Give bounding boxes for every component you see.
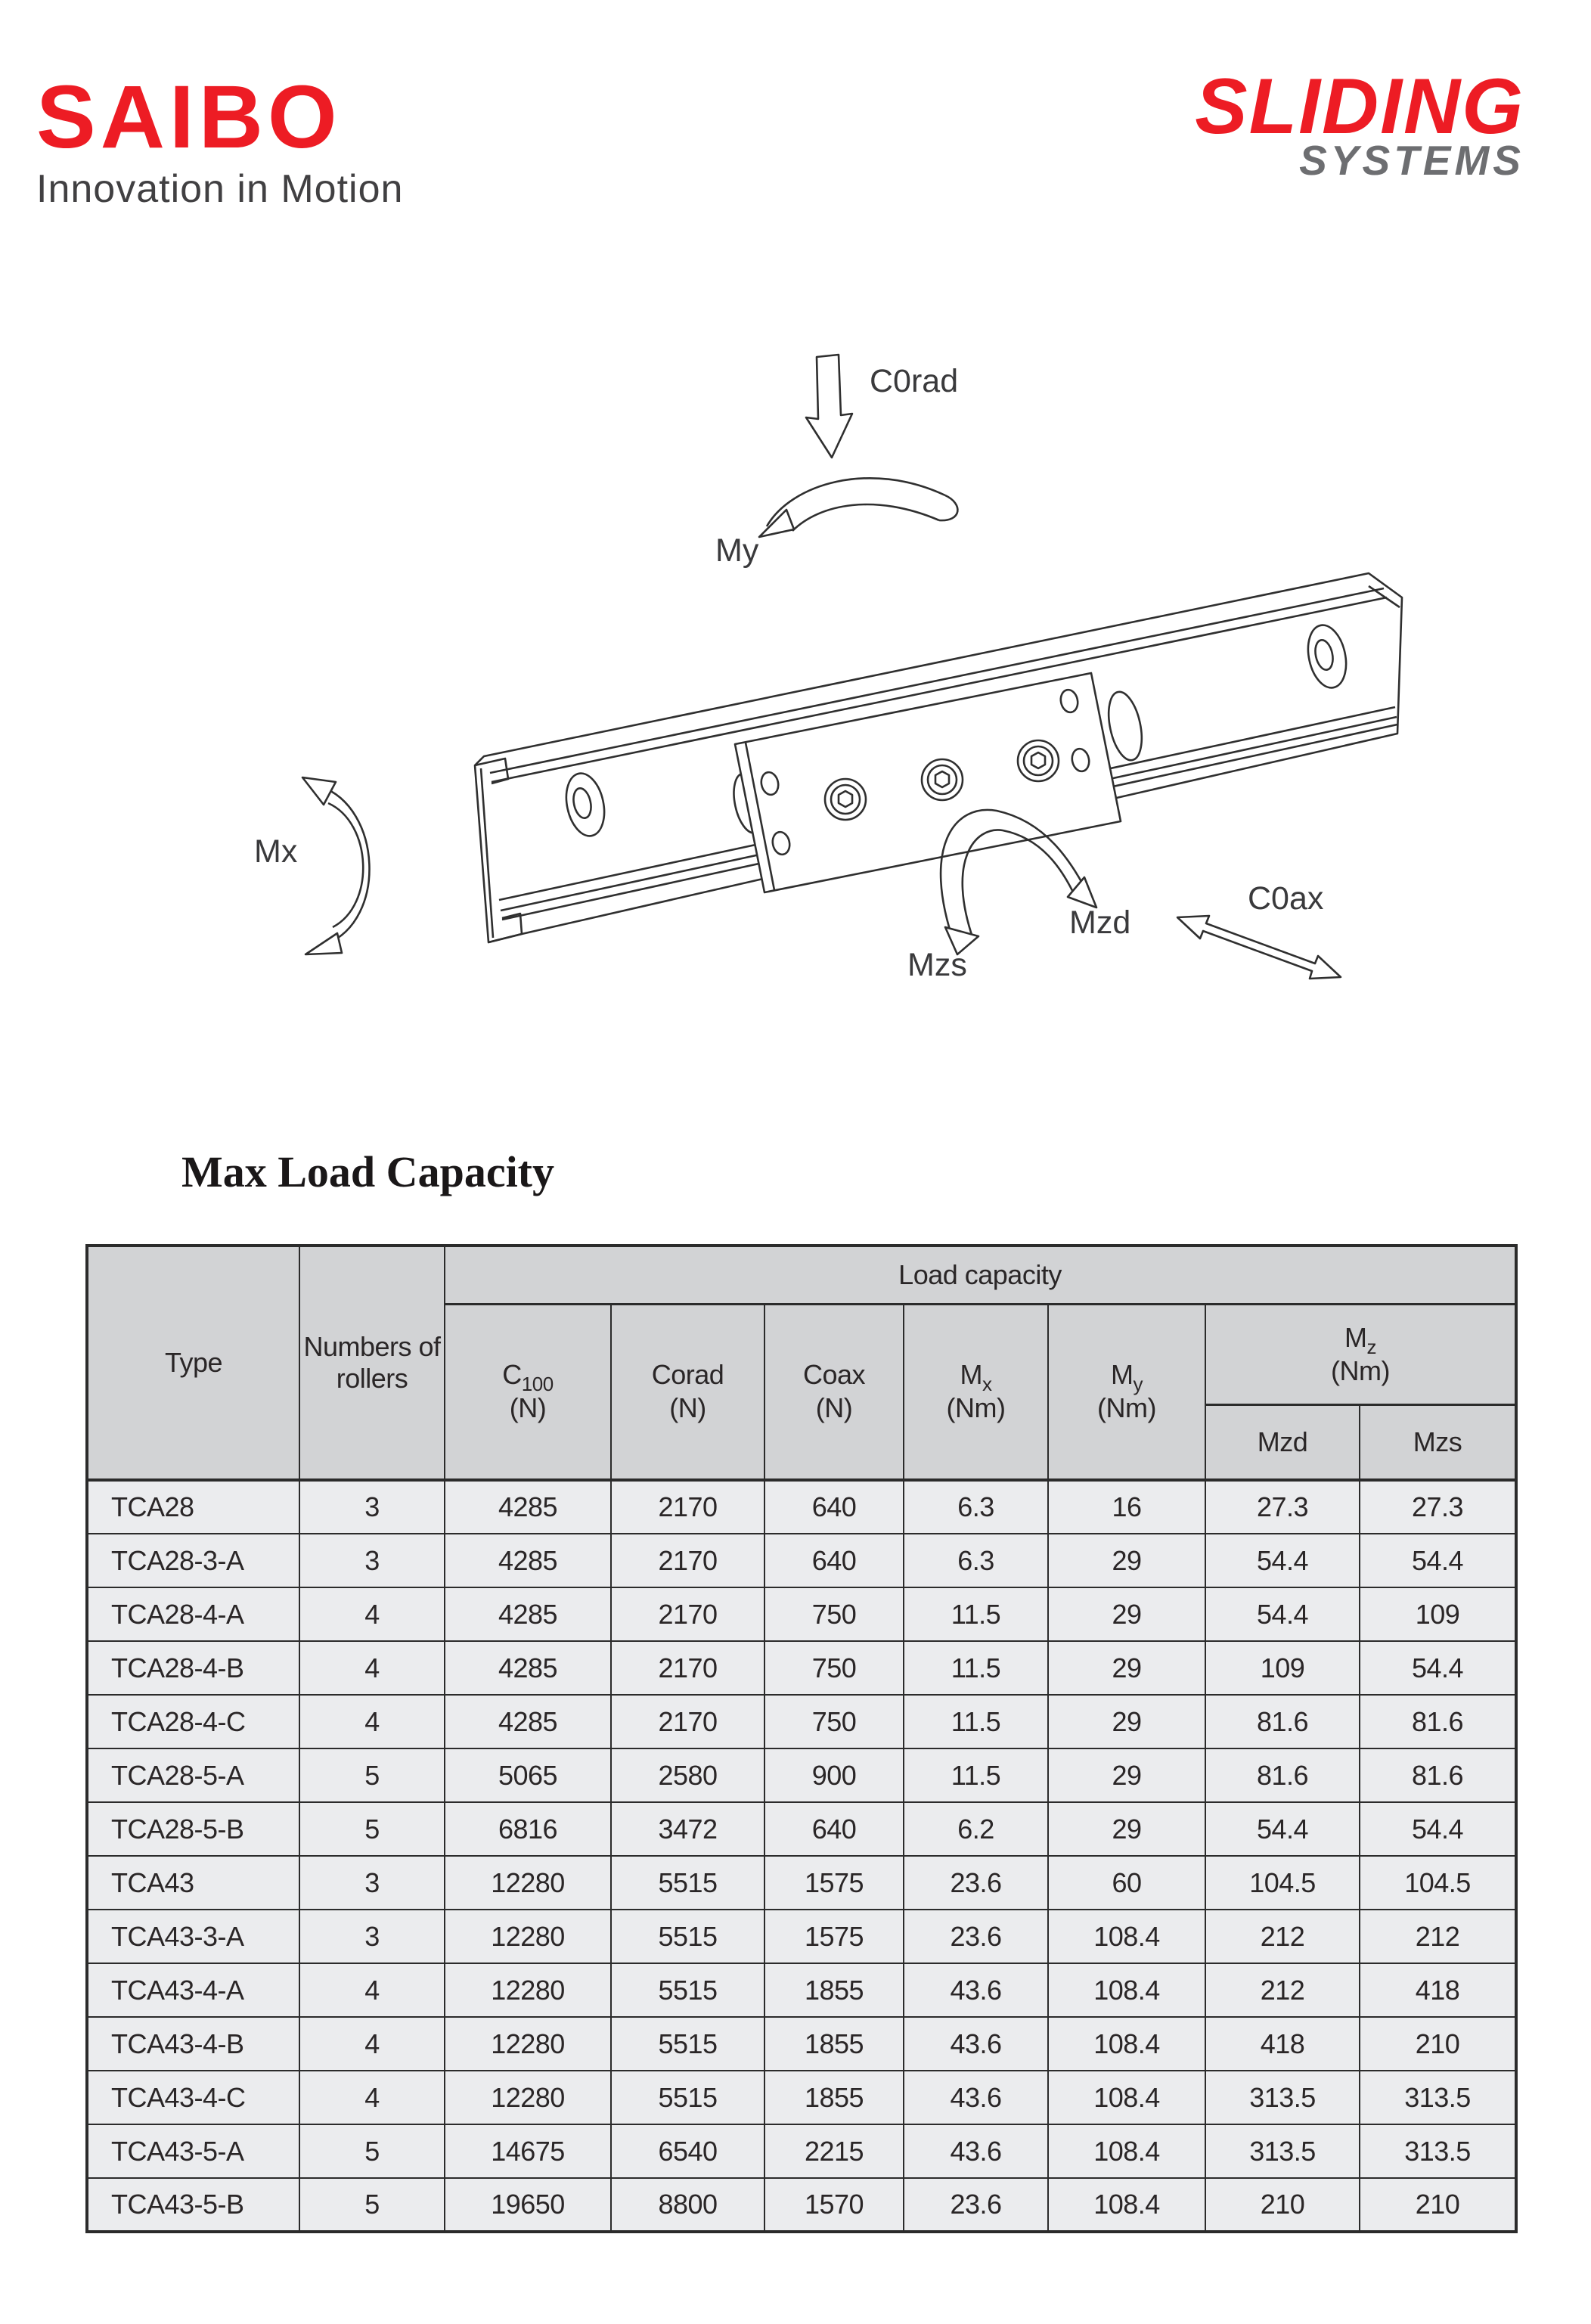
mzd-label: Mzd: [1069, 904, 1131, 941]
value-cell: 19650: [445, 2178, 611, 2232]
value-cell: 5515: [611, 2071, 764, 2124]
value-cell: 8800: [611, 2178, 764, 2232]
value-cell: 5: [299, 1748, 445, 1802]
table-row: [87, 1963, 1516, 2017]
value-cell: 5515: [611, 2017, 764, 2071]
value-cell: 108.4: [1048, 2178, 1205, 2232]
value-cell: 29: [1048, 1748, 1205, 1802]
slide-rail-diagram: [0, 287, 1591, 1112]
value-cell: 1855: [764, 2071, 904, 2124]
value-cell: 640: [764, 1534, 904, 1587]
value-cell: 54.4: [1360, 1534, 1516, 1587]
table-header: [87, 1246, 1516, 1480]
value-cell: 418: [1205, 2017, 1360, 2071]
value-cell: 29: [1048, 1641, 1205, 1695]
type-cell: TCA43-4-A: [87, 1963, 299, 2017]
value-cell: 3: [299, 1910, 445, 1963]
value-cell: 43.6: [904, 2017, 1048, 2071]
table-row: [87, 1856, 1516, 1910]
product-logo-line2: SYSTEMS: [1299, 136, 1524, 184]
type-cell: TCA28-4-B: [87, 1641, 299, 1695]
mz-unit: (Nm): [1331, 1354, 1390, 1386]
value-cell: 81.6: [1205, 1748, 1360, 1802]
type-cell: TCA43: [87, 1856, 299, 1910]
table-row: [87, 1534, 1516, 1587]
value-cell: 210: [1360, 2017, 1516, 2071]
value-cell: 4: [299, 1695, 445, 1748]
brand-logo: [36, 67, 404, 212]
table-row: [87, 2124, 1516, 2178]
my-base: M: [1111, 1359, 1134, 1391]
value-cell: 12280: [445, 1963, 611, 2017]
value-cell: 3: [299, 1534, 445, 1587]
type-cell: TCA28-4-C: [87, 1695, 299, 1748]
value-cell: 4285: [445, 1587, 611, 1641]
value-cell: 6816: [445, 1802, 611, 1856]
col-header-coax: [764, 1304, 904, 1480]
value-cell: 108.4: [1048, 2124, 1205, 2178]
table-row: [87, 1910, 1516, 1963]
table-row: [87, 1641, 1516, 1695]
value-cell: 3472: [611, 1802, 764, 1856]
value-cell: 43.6: [904, 1963, 1048, 2017]
col-header-my: [1048, 1304, 1205, 1480]
c0ax-label: C0ax: [1248, 880, 1324, 917]
value-cell: 6.2: [904, 1802, 1048, 1856]
value-cell: 2580: [611, 1748, 764, 1802]
my-arrow-icon: [759, 478, 957, 537]
table-row: [87, 2178, 1516, 2232]
value-cell: 4: [299, 2071, 445, 2124]
value-cell: 27.3: [1205, 1480, 1360, 1534]
socket-screw: [922, 759, 963, 800]
value-cell: 11.5: [904, 1641, 1048, 1695]
value-cell: 60: [1048, 1856, 1205, 1910]
product-logo: [1195, 63, 1524, 184]
type-cell: TCA43-5-B: [87, 2178, 299, 2232]
c100-base: C: [502, 1359, 522, 1391]
value-cell: 104.5: [1360, 1856, 1516, 1910]
value-cell: 5: [299, 2178, 445, 2232]
value-cell: 2170: [611, 1480, 764, 1534]
mzs-label: Mzs: [907, 947, 967, 983]
value-cell: 29: [1048, 1587, 1205, 1641]
col-header-c100: [445, 1304, 611, 1480]
value-cell: 12280: [445, 1856, 611, 1910]
value-cell: 4: [299, 2017, 445, 2071]
my-unit: (Nm): [1097, 1392, 1156, 1424]
value-cell: 29: [1048, 1695, 1205, 1748]
col-header-mx: [904, 1304, 1048, 1480]
value-cell: 81.6: [1360, 1695, 1516, 1748]
type-cell: TCA43-4-B: [87, 2017, 299, 2071]
value-cell: 2215: [764, 2124, 904, 2178]
value-cell: 29: [1048, 1802, 1205, 1856]
value-cell: 43.6: [904, 2124, 1048, 2178]
value-cell: 313.5: [1360, 2124, 1516, 2178]
value-cell: 108.4: [1048, 2071, 1205, 2124]
mx-unit: (Nm): [946, 1392, 1006, 1424]
value-cell: 11.5: [904, 1695, 1048, 1748]
col-header-mz: [1205, 1304, 1516, 1404]
value-cell: 43.6: [904, 2071, 1048, 2124]
value-cell: 212: [1205, 1963, 1360, 2017]
value-cell: 1575: [764, 1910, 904, 1963]
mx-label: Mx: [254, 833, 298, 870]
value-cell: 3: [299, 1480, 445, 1534]
corad-label: Corad: [651, 1359, 724, 1391]
value-cell: 11.5: [904, 1748, 1048, 1802]
col-header-corad: [611, 1304, 764, 1480]
mx-arrow-icon: [302, 777, 370, 954]
value-cell: 2170: [611, 1587, 764, 1641]
value-cell: 313.5: [1205, 2071, 1360, 2124]
table-body: [87, 1480, 1516, 2232]
type-cell: TCA43-4-C: [87, 2071, 299, 2124]
socket-screw: [825, 779, 866, 820]
value-cell: 212: [1360, 1910, 1516, 1963]
type-cell: TCA28-3-A: [87, 1534, 299, 1587]
value-cell: 1575: [764, 1856, 904, 1910]
brand-tagline: Innovation in Motion: [36, 167, 404, 211]
value-cell: 4: [299, 1641, 445, 1695]
value-cell: 1855: [764, 2017, 904, 2071]
c100-unit: (N): [509, 1392, 547, 1424]
value-cell: 27.3: [1360, 1480, 1516, 1534]
type-cell: TCA43-3-A: [87, 1910, 299, 1963]
page-title: Max Load Capacity: [181, 1147, 554, 1196]
value-cell: 3: [299, 1856, 445, 1910]
table-row: [87, 2017, 1516, 2071]
value-cell: 108.4: [1048, 1910, 1205, 1963]
col-header-type: Type: [87, 1246, 299, 1480]
value-cell: 212: [1205, 1910, 1360, 1963]
value-cell: 6540: [611, 2124, 764, 2178]
table-row: [87, 1480, 1516, 1534]
value-cell: 2170: [611, 1534, 764, 1587]
mz-sub: z: [1366, 1335, 1376, 1358]
col-header-mzs: Mzs: [1360, 1404, 1516, 1480]
value-cell: 29: [1048, 1534, 1205, 1587]
brand-logo-text: SAIBO: [36, 67, 342, 167]
mx-sub: x: [982, 1373, 992, 1396]
value-cell: 4285: [445, 1695, 611, 1748]
value-cell: 4285: [445, 1641, 611, 1695]
value-cell: 210: [1205, 2178, 1360, 2232]
value-cell: 54.4: [1205, 1534, 1360, 1587]
value-cell: 2170: [611, 1641, 764, 1695]
value-cell: 54.4: [1205, 1587, 1360, 1641]
col-header-load-capacity: Load capacity: [445, 1246, 1516, 1304]
table-row: [87, 1695, 1516, 1748]
value-cell: 313.5: [1360, 2071, 1516, 2124]
coax-unit: (N): [815, 1392, 853, 1424]
col-header-mzd: Mzd: [1205, 1404, 1360, 1480]
value-cell: 54.4: [1205, 1802, 1360, 1856]
value-cell: 640: [764, 1480, 904, 1534]
value-cell: 4: [299, 1963, 445, 2017]
value-cell: 54.4: [1360, 1802, 1516, 1856]
value-cell: 4: [299, 1587, 445, 1641]
type-cell: TCA28: [87, 1480, 299, 1534]
value-cell: 16: [1048, 1480, 1205, 1534]
value-cell: 750: [764, 1587, 904, 1641]
c100-sub: 100: [521, 1373, 554, 1396]
value-cell: 11.5: [904, 1587, 1048, 1641]
type-cell: TCA43-5-A: [87, 2124, 299, 2178]
table-row: [87, 1587, 1516, 1641]
value-cell: 4285: [445, 1480, 611, 1534]
table-row: [87, 1748, 1516, 1802]
my-label: My: [715, 532, 759, 569]
value-cell: 5065: [445, 1748, 611, 1802]
table-row: [87, 1802, 1516, 1856]
c0rad-arrow-icon: [806, 355, 852, 458]
value-cell: 313.5: [1205, 2124, 1360, 2178]
value-cell: 2170: [611, 1695, 764, 1748]
value-cell: 900: [764, 1748, 904, 1802]
value-cell: 108.4: [1048, 2017, 1205, 2071]
load-capacity-table: [85, 1244, 1518, 2233]
value-cell: 23.6: [904, 1910, 1048, 1963]
value-cell: 5: [299, 1802, 445, 1856]
c0rad-label: C0rad: [870, 363, 959, 399]
value-cell: 109: [1360, 1587, 1516, 1641]
value-cell: 5: [299, 2124, 445, 2178]
mx-base: M: [960, 1359, 982, 1391]
value-cell: 81.6: [1205, 1695, 1360, 1748]
type-cell: TCA28-5-B: [87, 1802, 299, 1856]
type-cell: TCA28-5-A: [87, 1748, 299, 1802]
value-cell: 54.4: [1360, 1641, 1516, 1695]
value-cell: 210: [1360, 2178, 1516, 2232]
value-cell: 4285: [445, 1534, 611, 1587]
value-cell: 6.3: [904, 1534, 1048, 1587]
value-cell: 12280: [445, 2071, 611, 2124]
value-cell: 5515: [611, 1963, 764, 2017]
value-cell: 1570: [764, 2178, 904, 2232]
my-sub: y: [1133, 1373, 1143, 1396]
value-cell: 12280: [445, 1910, 611, 1963]
c0ax-arrow-icon: [1177, 916, 1341, 979]
value-cell: 750: [764, 1641, 904, 1695]
value-cell: 81.6: [1360, 1748, 1516, 1802]
value-cell: 14675: [445, 2124, 611, 2178]
type-cell: TCA28-4-A: [87, 1587, 299, 1641]
col-header-rollers: Numbers of rollers: [299, 1246, 445, 1480]
value-cell: 640: [764, 1802, 904, 1856]
table-row: [87, 2071, 1516, 2124]
value-cell: 104.5: [1205, 1856, 1360, 1910]
socket-screw: [1018, 740, 1059, 781]
value-cell: 5515: [611, 1856, 764, 1910]
value-cell: 109: [1205, 1641, 1360, 1695]
value-cell: 750: [764, 1695, 904, 1748]
value-cell: 108.4: [1048, 1963, 1205, 2017]
value-cell: 1855: [764, 1963, 904, 2017]
product-logo-line1: SLIDING: [1195, 63, 1524, 150]
value-cell: 5515: [611, 1910, 764, 1963]
value-cell: 418: [1360, 1963, 1516, 2017]
value-cell: 23.6: [904, 1856, 1048, 1910]
mz-base: M: [1344, 1321, 1367, 1353]
coax-label: Coax: [802, 1359, 866, 1391]
value-cell: 12280: [445, 2017, 611, 2071]
slide-rail-drawing: [0, 287, 1591, 1112]
corad-unit: (N): [669, 1392, 706, 1424]
value-cell: 23.6: [904, 2178, 1048, 2232]
value-cell: 6.3: [904, 1480, 1048, 1534]
